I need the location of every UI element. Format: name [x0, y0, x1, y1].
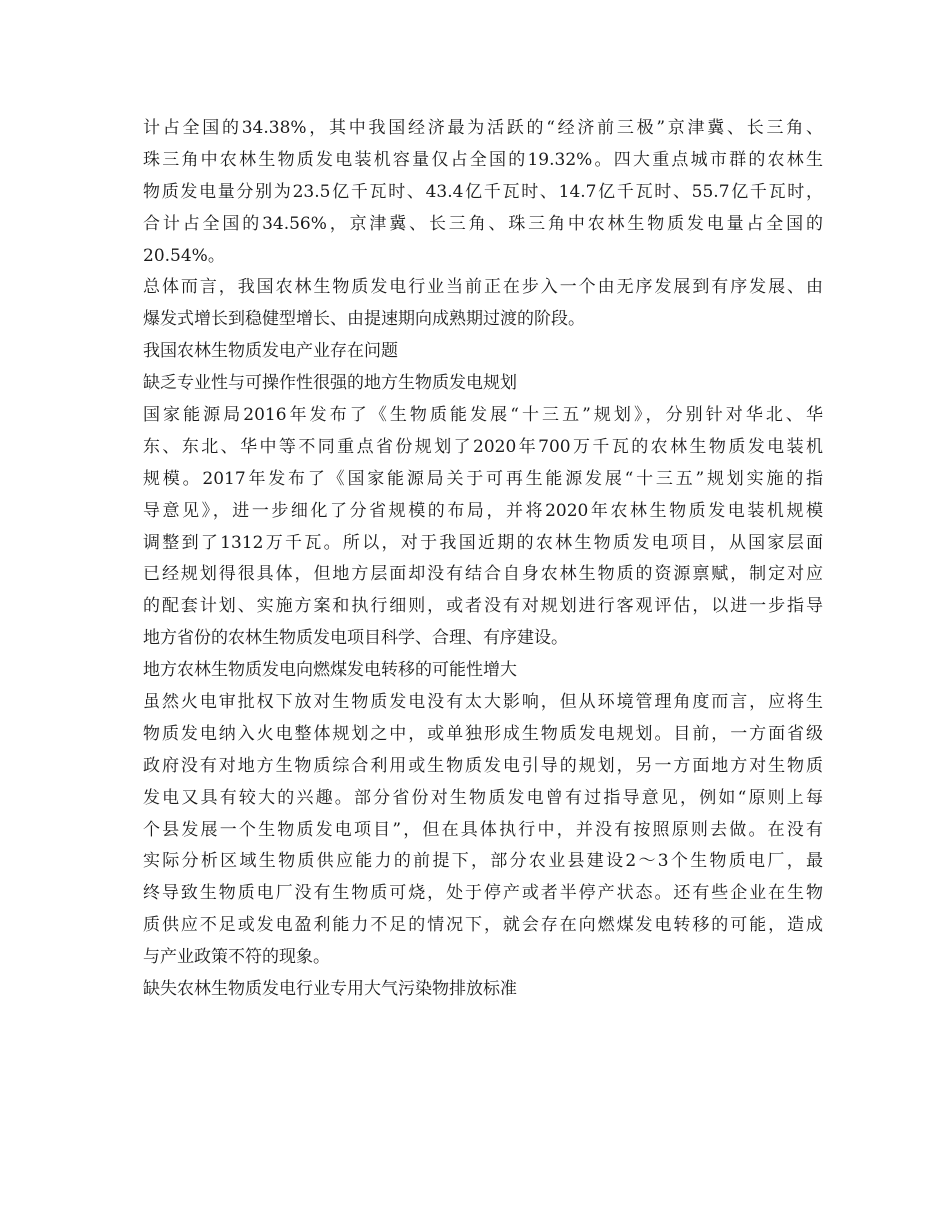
text-line: 地方农林生物质发电向燃煤发电转移的可能性增大 — [143, 660, 517, 681]
text-line: 政府没有对地方生物质综合利用或生物质发电引导的规划，另一方面地方对生物质 — [143, 755, 823, 776]
text-line: 与产业政策不符的现象。 — [143, 947, 330, 968]
text-line: 缺乏专业性与可操作性很强的地方生物质发电规划 — [143, 373, 517, 394]
text-line: 合计占全国的34.56%，京津冀、长三角、珠三角中农林生物质发电量占全国的 — [143, 213, 823, 234]
text-line: 计占全国的34.38%，其中我国经济最为活跃的“经济前三极”京津冀、长三角、 — [143, 118, 823, 138]
text-line: 地方省份的农林生物质发电项目科学、合理、有序建设。 — [143, 628, 568, 649]
text-line: 缺失农林生物质发电行业专用大气污染物排放标准 — [143, 979, 517, 1000]
text-line: 规模。2017年发布了《国家能源局关于可再生能源发展“十三五”规划实施的指 — [143, 468, 823, 489]
text-line: 终导致生物质电厂没有生物质可烧，处于停产或者半停产状态。还有些企业在生物 — [143, 883, 823, 904]
text-line: 质供应不足或发电盈利能力不足的情况下，就会存在向燃煤发电转移的可能，造成 — [143, 915, 823, 936]
text-line: 导意见》，进一步细化了分省规模的布局，并将2020年农林生物质发电装机规模 — [143, 500, 823, 521]
text-line: 虽然火电审批权下放对生物质发电没有太大影响，但从环境管理角度而言，应将生 — [143, 692, 823, 713]
text-line: 物质发电量分别为23.5亿千瓦时、43.4亿千瓦时、14.7亿千瓦时、55.7亿千瓦时， — [143, 181, 823, 202]
text-line: 的配套计划、实施方案和执行细则，或者没有对规划进行客观评估，以进一步指导 — [143, 596, 823, 617]
text-line: 调整到了1312万千瓦。所以，对于我国近期的农林生物质发电项目，从国家层面 — [143, 532, 823, 553]
text-line: 发电又具有较大的兴趣。部分省份对生物质发电曾有过指导意见，例如“原则上每 — [143, 787, 823, 808]
text-line: 我国农林生物质发电产业存在问题 — [143, 341, 398, 362]
text-line: 国家能源局2016年发布了《生物质能发展“十三五”规划》，分别针对华北、华 — [143, 405, 823, 426]
text-line: 个县发展一个生物质发电项目”，但在具体执行中，并没有按照原则去做。在没有 — [143, 819, 823, 840]
text-line: 爆发式增长到稳健型增长、由提速期向成熟期过渡的阶段。 — [143, 309, 585, 330]
text-line: 物质发电纳入火电整体规划之中，或单独形成生物质发电规划。目前，一方面省级 — [143, 723, 823, 744]
text-line: 已经规划得很具体，但地方层面却没有结合自身农林生物质的资源禀赋，制定对应 — [143, 564, 823, 585]
text-line: 珠三角中农林生物质发电装机容量仅占全国的19.32%。四大重点城市群的农林生 — [143, 149, 823, 170]
text-line: 总体而言，我国农林生物质发电行业当前正在步入一个由无序发展到有序发展、由 — [143, 277, 823, 298]
text-line: 20.54%。 — [143, 245, 225, 266]
text-line: 东、东北、华中等不同重点省份规划了2020年700万千瓦的农林生物质发电装机 — [143, 436, 823, 457]
document-body — [143, 113, 823, 1006]
text-line: 实际分析区域生物质供应能力的前提下，部分农业县建设2～3个生物质电厂，最 — [143, 851, 823, 872]
